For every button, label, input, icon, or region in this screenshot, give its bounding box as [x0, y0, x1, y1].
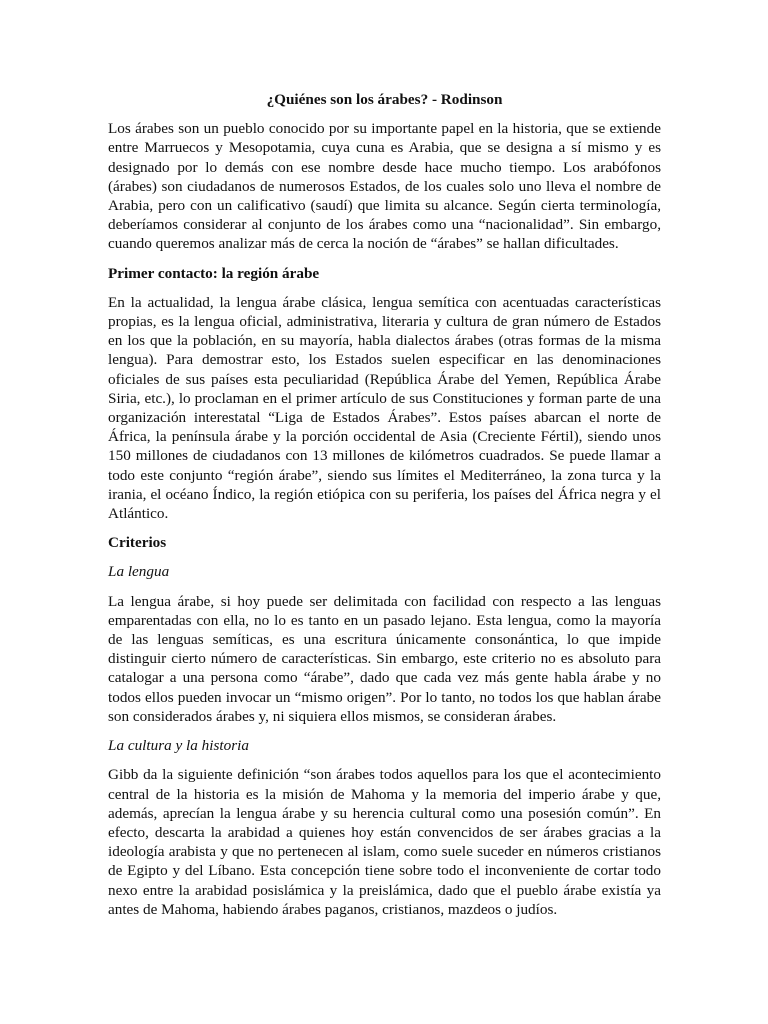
region-paragraph: En la actualidad, la lengua árabe clásica, lengua semítica con acentuadas características propias, es la lengua oficial, administrativa, literaria y cultura de gran número de Estados en los que la población, en su mayoría, habla dialectos árabes (otras formas de la misma lengua). Para demostrar esto, los Estados suelen especificar en las denominaciones oficiales de sus países esta peculiaridad (República Árabe del Yemen, República Árabe Siria, etc.), lo proclaman en el primer artículo de sus Constituciones y forman parte de una organización interestatal “Liga de Estados Árabes”. Estos países abarcan el norte de África, la península árabe y la porción occidental de Asia (Creciente Fértil), siendo unos 150 millones de ciudadanos con 13 millones de kilómetros cuadrados. Se puede llamar a todo este conjunto “región árabe”, siendo sus límites el Mediterráneo, la zona turca y la irania, el océano Índico, la región etiópica con su periferia, los países del África negra y el Atlántico. [108, 293, 661, 523]
section-heading-region: Primer contacto: la región árabe [108, 264, 320, 282]
subheading-culture-history: La cultura y la historia [108, 737, 249, 755]
intro-paragraph: Los árabes son un pueblo conocido por su importante papel en la historia, que se extiende entre Marruecos y Mesopotamia, cuya cuna es Arabia, que se designa a sí mismo y es designado por lo demás con ese nombre desde hace mucho tiempo. Los arabófonos (árabes) son ciudadanos de numerosos Estados, de los cuales solo uno lleva el nombre de Arabia, pero con un calificativo (saudí) que limita su alcance. Según cierta terminología, deberíamos considerar al conjunto de los árabes como una “nacionalidad”. Sin embargo, cuando queremos analizar más de cerca la noción de “árabes” se hallan dificultades. [108, 120, 661, 253]
section-heading-criteria: Criterios [108, 534, 167, 552]
subheading-language: La lengua [108, 563, 170, 581]
language-paragraph: La lengua árabe, si hoy puede ser delimitada con facilidad con respecto a las lenguas emparentadas con ella, no lo es tanto en un pasado lejano. Esta lengua, como la mayoría de las lenguas semíticas, es una escritura únicamente consonántica, lo que impide distinguir cierto número de características. Sin embargo, este criterio no es absoluto para catalogar a una persona como “árabe”, dado que cada vez más gente habla árabe y no todos ellos pueden invocar un “mismo origen”. Por lo tanto, no todos los que hablan árabe son considerados árabes y, ni siquiera ellos mismos, se consideran árabes. [108, 592, 661, 725]
document-page [108, 90, 661, 929]
document-title: ¿Quiénes son los árabes? - Rodinson [266, 91, 503, 108]
culture-history-paragraph: Gibb da la siguiente definición “son árabes todos aquellos para los que el acontecimiento central de la historia es la misión de Mahoma y la memoria del imperio árabe y que, además, aprecían la lengua árabe y su herencia cultural como una posesión común”. En efecto, descarta la arabidad a quienes hoy están convencidos de ser árabes gracias a la ideología arabista y que no pertenecen al islam, como suele suceder en números cristianos de Egipto y del Líbano. Esta concepción tiene sobre todo el inconveniente de cortar todo nexo entre la arabidad posislámica y la preislámica, dado que el pueblo árabe existía ya antes de Mahoma, habiendo árabes paganos, cristianos, mazdeos o judíos. [108, 766, 661, 918]
